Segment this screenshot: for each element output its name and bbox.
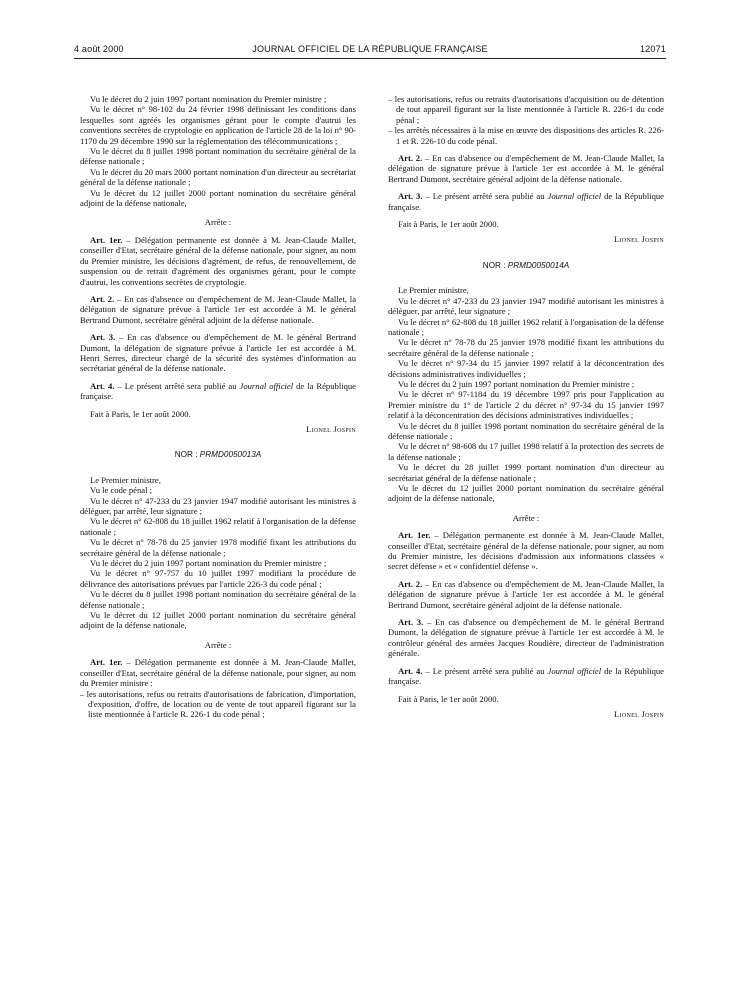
paragraph: Vu le décret du 20 mars 2000 portant nomination d'un directeur au secrétariat général de la défense nationale ;: [80, 166, 356, 188]
article-text: – Délégation permanente est donnée à M. Jean-Claude Mallet, conseiller d'Etat, secrétaire général de la défense nationale, pour signer, au nom du Premier ministre, les décisions d'admission aux informations classées « secret défense » et « confidentiel défense ».: [388, 530, 664, 572]
article-label: Art. 3.: [398, 617, 424, 628]
article-label: Art. 1er.: [398, 530, 431, 541]
signature: Lionel Jospin: [614, 708, 664, 719]
article-2: [80, 294, 356, 325]
paragraph: Vu le décret n° 97-757 du 10 juillet 1997 modifiant la procédure de délivrance des autorisations prévues par l'article 226-3 du code pénal ;: [80, 568, 356, 589]
arrete-heading: Arrête :: [204, 639, 232, 650]
header-rule: [74, 58, 666, 59]
signature: Lionel Jospin: [614, 234, 664, 245]
article-text: de la République française.: [388, 191, 664, 212]
nor-code: PRMD0050014A: [507, 260, 570, 270]
paragraph: Vu le décret du 2 juin 1997 portant nomination du Premier ministre ;: [90, 558, 327, 569]
left-column: [80, 94, 356, 720]
article-1: [80, 657, 356, 688]
article-2: [388, 579, 664, 610]
journal-name: Journal officiel: [239, 380, 294, 391]
article-label: Art. 4.: [398, 665, 423, 676]
paragraph: Vu le décret n° 47-233 du 23 janvier 1947 modifié autorisant les ministres à déléguer, par arrêté, leur signature ;: [80, 495, 356, 516]
article-2: [388, 153, 664, 184]
article-label: Art. 1er.: [90, 234, 123, 245]
paragraph: Vu le décret du 8 juillet 1998 portant nomination du secrétaire général de la défense nationale ;: [388, 420, 664, 441]
paragraph: Vu le décret n° 98-608 du 17 juillet 1998 relatif à la protection des secrets de la défense nationale ;: [388, 441, 664, 462]
article-text: – En cas d'absence ou d'empêchement de M. Jean-Claude Mallet, la délégation de signature prévue à l'article 1er est accordée à M. le général Bertrand Dumont, secrétaire général adjoint de la défense nationale.: [80, 293, 357, 325]
article-text: – Délégation permanente est donnée à M. Jean-Claude Mallet, conseiller d'Etat, secrétaire général de la défense nationale, pour signer, au nom du Premier ministre :: [80, 657, 356, 689]
paragraph: Vu le décret du 12 juillet 2000 portant nomination du secrétaire général adjoint de la défense nationale,: [80, 610, 356, 631]
journal-name: Journal officiel: [547, 665, 602, 676]
arrete-heading: Arrête :: [512, 512, 540, 523]
paragraph: Vu le décret n° 62-808 du 18 juillet 1962 relatif à l'organisation de la défense nationale ;: [388, 316, 664, 337]
paragraph: Vu le décret du 28 juillet 1999 portant nomination d'un directeur au secrétariat général de la défense nationale ;: [388, 462, 664, 483]
nor-prefix: NOR :: [174, 450, 200, 460]
article-label: Art. 2.: [398, 578, 423, 589]
article-label: Art. 2.: [398, 153, 423, 164]
paragraph: Vu le décret n° 47-233 du 23 janvier 1947 modifié autorisant les ministres à déléguer, par arrêté, leur signature ;: [388, 295, 664, 317]
paragraph: Vu le décret du 12 juillet 2000 portant nomination du secrétaire général adjoint de la défense nationale,: [388, 483, 664, 504]
nor-reference: [388, 261, 664, 271]
article-text: – En cas d'absence ou d'empêchement de M. Jean-Claude Mallet, la délégation de signature prévue à l'article 1er est accordée à M. le général Bertrand Dumont, secrétaire général adjoint de la défense nationale.: [388, 578, 665, 610]
article-4: [80, 381, 356, 402]
article-text: – Le présent arrêté sera publié au: [422, 191, 548, 202]
article-label: Art. 1er.: [90, 657, 123, 668]
signed-place-date: Fait à Paris, le 1er août 2000.: [398, 693, 499, 704]
journal-name: Journal officiel: [547, 191, 602, 202]
article-text: – En cas d'absence ou d'empêchement de M. le général Bertrand Dumont, la délégation de signature prévue à l'article 1er est accordée à M. le contrôleur général des armées Jacques Roudière, directeur de l'administration générale.: [388, 617, 664, 659]
article-text: de la République française.: [80, 380, 356, 402]
article-text: de la République française.: [388, 665, 664, 687]
issue-date: 4 août 2000: [74, 44, 124, 54]
right-column: [388, 94, 664, 719]
paragraph: Vu le décret du 2 juin 1997 portant nomination du Premier ministre ;: [90, 94, 327, 104]
nor-code: PRMD0050013A: [199, 450, 262, 460]
list-item: – les autorisations, refus ou retraits d'autorisations d'acquisition ou de détention de tout appareil figurant sur la liste mentionnée à l'article R. 226-1 du code pénal ;: [388, 94, 664, 125]
nor-prefix: NOR :: [482, 260, 508, 270]
paragraph: Vu le décret n° 97-1184 du 19 décembre 1997 pris pour l'application au Premier ministre du 1° de l'article 2 du décret n° 97-34 du 15 janvier 1997 relatif à la déconcentration des décisions administratives individuelles ;: [388, 389, 664, 421]
list-item: – les arrêtés nécessaires à la mise en œuvre des dispositions des articles R. 226-1 et R. 226-10 du code pénal.: [388, 125, 664, 146]
paragraph: Vu le décret n° 97-34 du 15 janvier 1997 relatif à la déconcentration des décisions administratives individuelles ;: [388, 358, 664, 379]
list-item: – les autorisations, refus ou retraits d'autorisations de fabrication, d'importation, d'exposition, d'offre, de location ou de vente de tout appareil figurant sur la liste mentionnée à l'article R. 226-1 du code pénal ;: [80, 688, 356, 720]
article-text: – Le présent arrêté sera publié au: [114, 380, 240, 391]
paragraph: Vu le décret du 8 juillet 1998 portant nomination du secrétaire général de la défense nationale ;: [80, 589, 356, 610]
signature: Lionel Jospin: [306, 423, 356, 434]
paragraph: Vu le code pénal ;: [90, 485, 153, 496]
nor-reference: [80, 450, 356, 460]
paragraph: Vu le décret n° 98-102 du 24 février 1998 définissant les conditions dans lesquelles sont agréés les organismes gérant pour le compte d'autrui les conventions secrètes de cryptologie en application de l'article 28 de la loi n° 90-1170 du 29 décembre 1990 sur la réglementation des télécommunications ;: [80, 104, 356, 146]
paragraph: Vu le décret du 2 juin 1997 portant nomination du Premier ministre ;: [398, 378, 635, 389]
article-label: Art. 3.: [398, 191, 423, 202]
article-text: – Délégation permanente est donnée à M. Jean-Claude Mallet, conseiller d'Etat, secrétaire général de la défense nationale, pour signer, au nom du Premier ministre, les décisions d'agrément, de refus, de renouvellement, de suspension ou de retrait d'agrément des organismes gérant, pour le compte d'autrui, les conventions secrètes de cryptologie.: [80, 234, 356, 287]
page-header: [74, 44, 666, 58]
article-label: Art. 3.: [90, 332, 116, 343]
article-label: Art. 2.: [90, 293, 115, 304]
paragraph: Vu le décret du 12 juillet 2000 portant nomination du secrétaire général adjoint de la défense nationale,: [80, 187, 356, 209]
signed-place-date: Fait à Paris, le 1er août 2000.: [398, 219, 499, 230]
article-label: Art. 4.: [90, 380, 115, 391]
arrete-heading: Arrête :: [204, 217, 232, 228]
paragraph: Vu le décret n° 62-808 du 18 juillet 1962 relatif à l'organisation de la défense nationale ;: [80, 516, 356, 537]
paragraph: Le Premier ministre,: [398, 285, 469, 296]
paragraph: Le Premier ministre,: [90, 474, 161, 485]
paragraph: Vu le décret n° 78-78 du 25 janvier 1978 modifié fixant les attributions du secrétaire général de la défense nationale ;: [80, 537, 356, 558]
article-1: [388, 530, 664, 572]
article-text: – Le présent arrêté sera publié au: [422, 665, 548, 676]
article-3: [80, 332, 356, 374]
signed-place-date: Fait à Paris, le 1er août 2000.: [90, 408, 191, 419]
article-text: – En cas d'absence ou d'empêchement de M. le général Bertrand Dumont, la délégation de signature prévue à l'article 1er est accordée à M. Henri Serres, directeur chargé de la sécurité des systèmes d'information au secrétariat général de la défense nationale.: [80, 332, 356, 374]
article-3: [388, 617, 664, 659]
article-1: [80, 235, 356, 287]
article-4: [388, 666, 664, 687]
article-text: – En cas d'absence ou d'empêchement de M. Jean-Claude Mallet, la délégation de signature prévue à l'article 1er est accordée à M. le général Bertrand Dumont, secrétaire général adjoint de la défense nationale.: [388, 153, 665, 184]
paragraph: Vu le décret n° 78-78 du 25 janvier 1978 modifié fixant les attributions du secrétaire général de la défense nationale ;: [388, 337, 664, 358]
page-number: 12071: [639, 44, 666, 54]
article-3: [388, 191, 664, 212]
paragraph: Vu le décret du 8 juillet 1998 portant nomination du secrétaire général de la défense nationale ;: [80, 146, 356, 167]
journal-title: JOURNAL OFFICIEL DE LA RÉPUBLIQUE FRANÇAISE: [252, 44, 488, 54]
